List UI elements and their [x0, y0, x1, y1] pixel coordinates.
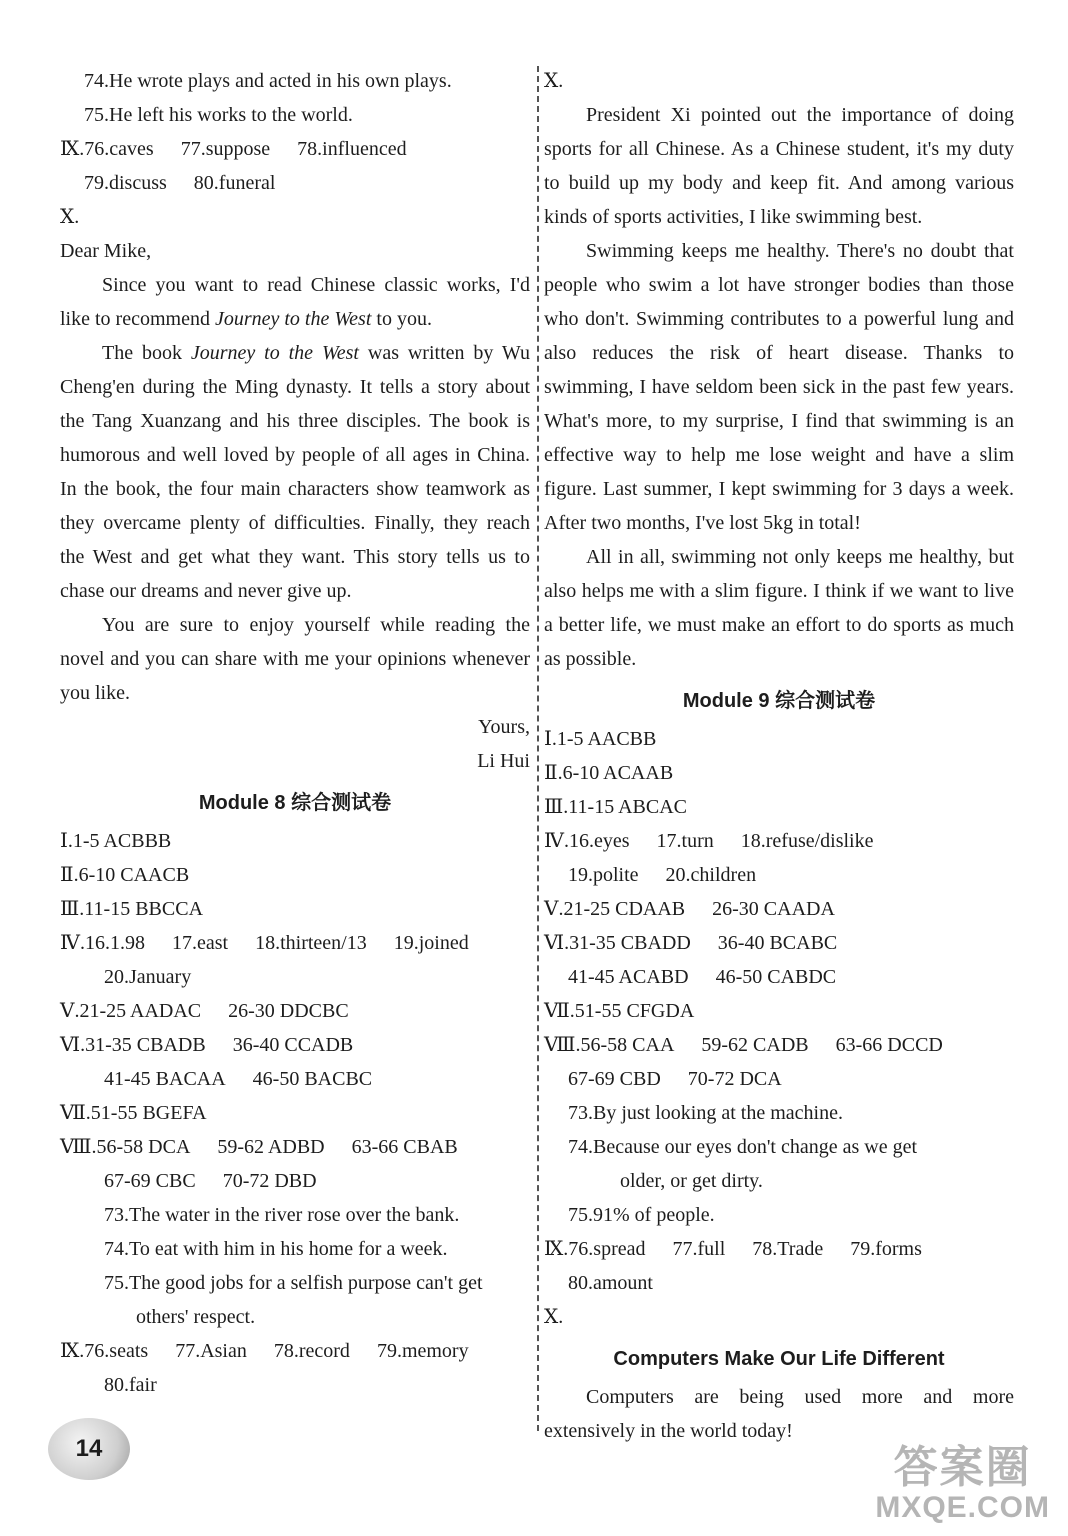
- section-x-label: Ⅹ.: [60, 206, 80, 228]
- module-9-title: Module 9 综合测试卷: [682, 690, 876, 712]
- answer-75-cont: others' respect.: [136, 1306, 256, 1328]
- answer-line: Ⅷ.56-58 CAA 59-62 CADB 63-66 DCCD: [544, 1034, 943, 1056]
- answer-73: 73.By just looking at the machine.: [568, 1102, 843, 1124]
- letter-signature: Li Hui: [477, 750, 530, 772]
- answer-line: Ⅵ.31-35 CBADD 36-40 BCABC: [544, 932, 838, 954]
- answer-line: 41-45 ACABD 46-50 CABDC: [568, 966, 837, 988]
- answer-line: Ⅴ.21-25 CDAAB 26-30 CAADA: [544, 898, 835, 920]
- essay-paragraph: President Xi pointed out the importance of doing sports for all Chinese. As a Chinese student, it's my duty to build up my body and keep fit. And among various kinds of sports activities, I like swimming best.: [544, 104, 1014, 228]
- answer-line: 41-45 BACAA 46-50 BACBC: [104, 1068, 373, 1090]
- answer-line: Ⅶ.51-55 CFGDA: [544, 1000, 695, 1022]
- letter-paragraph: The book Journey to the West was written by Wu Cheng'en during the Ming dynasty. It tells a story about the Tang Xuanzang and his three disciples. The book is humorous and well loved by people of all ages in China. In the book, the four main characters show teamwork as they overcame plenty of difficulties. Finally, they reach the West and get what they want. This story tells us to chase our dreams and never give up.: [60, 342, 531, 602]
- module-8-title: Module 8 综合测试卷: [198, 792, 392, 814]
- letter-paragraph: You are sure to enjoy yourself while reading the novel and you can share with me your opinions whenever you like.: [60, 614, 530, 704]
- answer-line: Ⅳ.16.1.98 17.east 18.thirteen/13 19.joined: [60, 932, 469, 954]
- answer-line: Ⅳ.16.eyes 17.turn 18.refuse/dislike: [544, 830, 874, 852]
- essay-paragraph: Swimming keeps me healthy. There's no doubt that people who swim a lot have stronger bodies than those who don't. Swimming contributes to a powerful lung and also reduces the risk of heart disease. Thanks to swimming, I have seldom been sick in the past few years. What's more, to my surprise, I find that swimming is an effective way to help me lose weight and have a slim figure. Last summer, I kept swimming for 3 days a week. After two months, I've lost 5kg in total!: [544, 240, 1014, 534]
- answer-75: 75.The good jobs for a selfish purpose can't get: [104, 1272, 483, 1294]
- answer-line: Ⅸ.76.seats 77.Asian 78.record 79.memory: [60, 1340, 469, 1362]
- answer-line: Ⅷ.56-58 DCA 59-62 ADBD 63-66 CBAB: [60, 1136, 458, 1158]
- answer-line: Ⅲ.11-15 ABCAC: [544, 796, 688, 818]
- answer-line: Ⅶ.51-55 BGEFA: [60, 1102, 207, 1124]
- answer-line: Ⅴ.21-25 AADAC 26-30 DDCBC: [60, 1000, 349, 1022]
- page-number: 14: [48, 1418, 130, 1480]
- answer-line: Ⅱ.6-10 CAACB: [60, 864, 190, 886]
- answer-74-cont: older, or get dirty.: [620, 1170, 763, 1192]
- essay-paragraph: Computers are being used more and more extensively in the world today!: [544, 1386, 1014, 1442]
- answer-line: Ⅰ.1-5 ACBBB: [60, 830, 172, 852]
- essay-paragraph: All in all, swimming not only keeps me healthy, but also helps me with a slim figure. I think if we want to live a better life, we must make an effort to do sports as much as possible.: [544, 546, 1014, 670]
- book-title: Journey to the West: [190, 342, 359, 364]
- answer-line: 80.fair: [104, 1374, 157, 1396]
- answer-line: Ⅸ.76.spread 77.full 78.Trade 79.forms: [544, 1238, 922, 1260]
- answer-line: 67-69 CBC 70-72 DBD: [104, 1170, 317, 1192]
- left-column: [60, 64, 530, 1402]
- answer-line: Ⅲ.11-15 BBCCA: [60, 898, 204, 920]
- letter-greeting: Dear Mike,: [60, 240, 152, 262]
- essay-title: Computers Make Our Life Different: [613, 1348, 945, 1370]
- letter-closing: Yours,: [478, 716, 530, 738]
- answer-line: 20.January: [104, 966, 192, 988]
- watermark-logo: 答案圈 MXQE.COM: [875, 1443, 1050, 1524]
- answer-line: Ⅰ.1-5 AACBB: [544, 728, 657, 750]
- answer-line: 67-69 CBD 70-72 DCA: [568, 1068, 782, 1090]
- column-divider: [537, 66, 539, 1431]
- section-x-label: Ⅹ.: [544, 1306, 564, 1328]
- answer-line: Ⅱ.6-10 ACAAB: [544, 762, 674, 784]
- section-ix-line: Ⅸ.76.caves 77.suppose 78.influenced: [60, 138, 407, 160]
- answer-75: 75.He left his works to the world.: [84, 104, 353, 126]
- book-title: Journey to the West: [214, 308, 372, 330]
- answer-74: 74.He wrote plays and acted in his own plays.: [84, 70, 452, 92]
- answer-line: 19.polite 20.children: [568, 864, 757, 886]
- letter-paragraph: Since you want to read Chinese classic works, I'd like to recommend Journey to the West to you.: [60, 274, 530, 330]
- right-column: [544, 64, 1014, 1448]
- answer-73: 73.The water in the river rose over the bank.: [104, 1204, 460, 1226]
- answer-75: 75.91% of people.: [568, 1204, 715, 1226]
- section-ix-line: 79.discuss 80.funeral: [84, 172, 276, 194]
- answer-74: 74.To eat with him in his home for a week.: [104, 1238, 448, 1260]
- answer-line: 80.amount: [568, 1272, 653, 1294]
- section-x-label: Ⅹ.: [544, 70, 564, 92]
- answer-line: Ⅵ.31-35 CBADB 36-40 CCADB: [60, 1034, 354, 1056]
- answer-74: 74.Because our eyes don't change as we get: [568, 1136, 918, 1158]
